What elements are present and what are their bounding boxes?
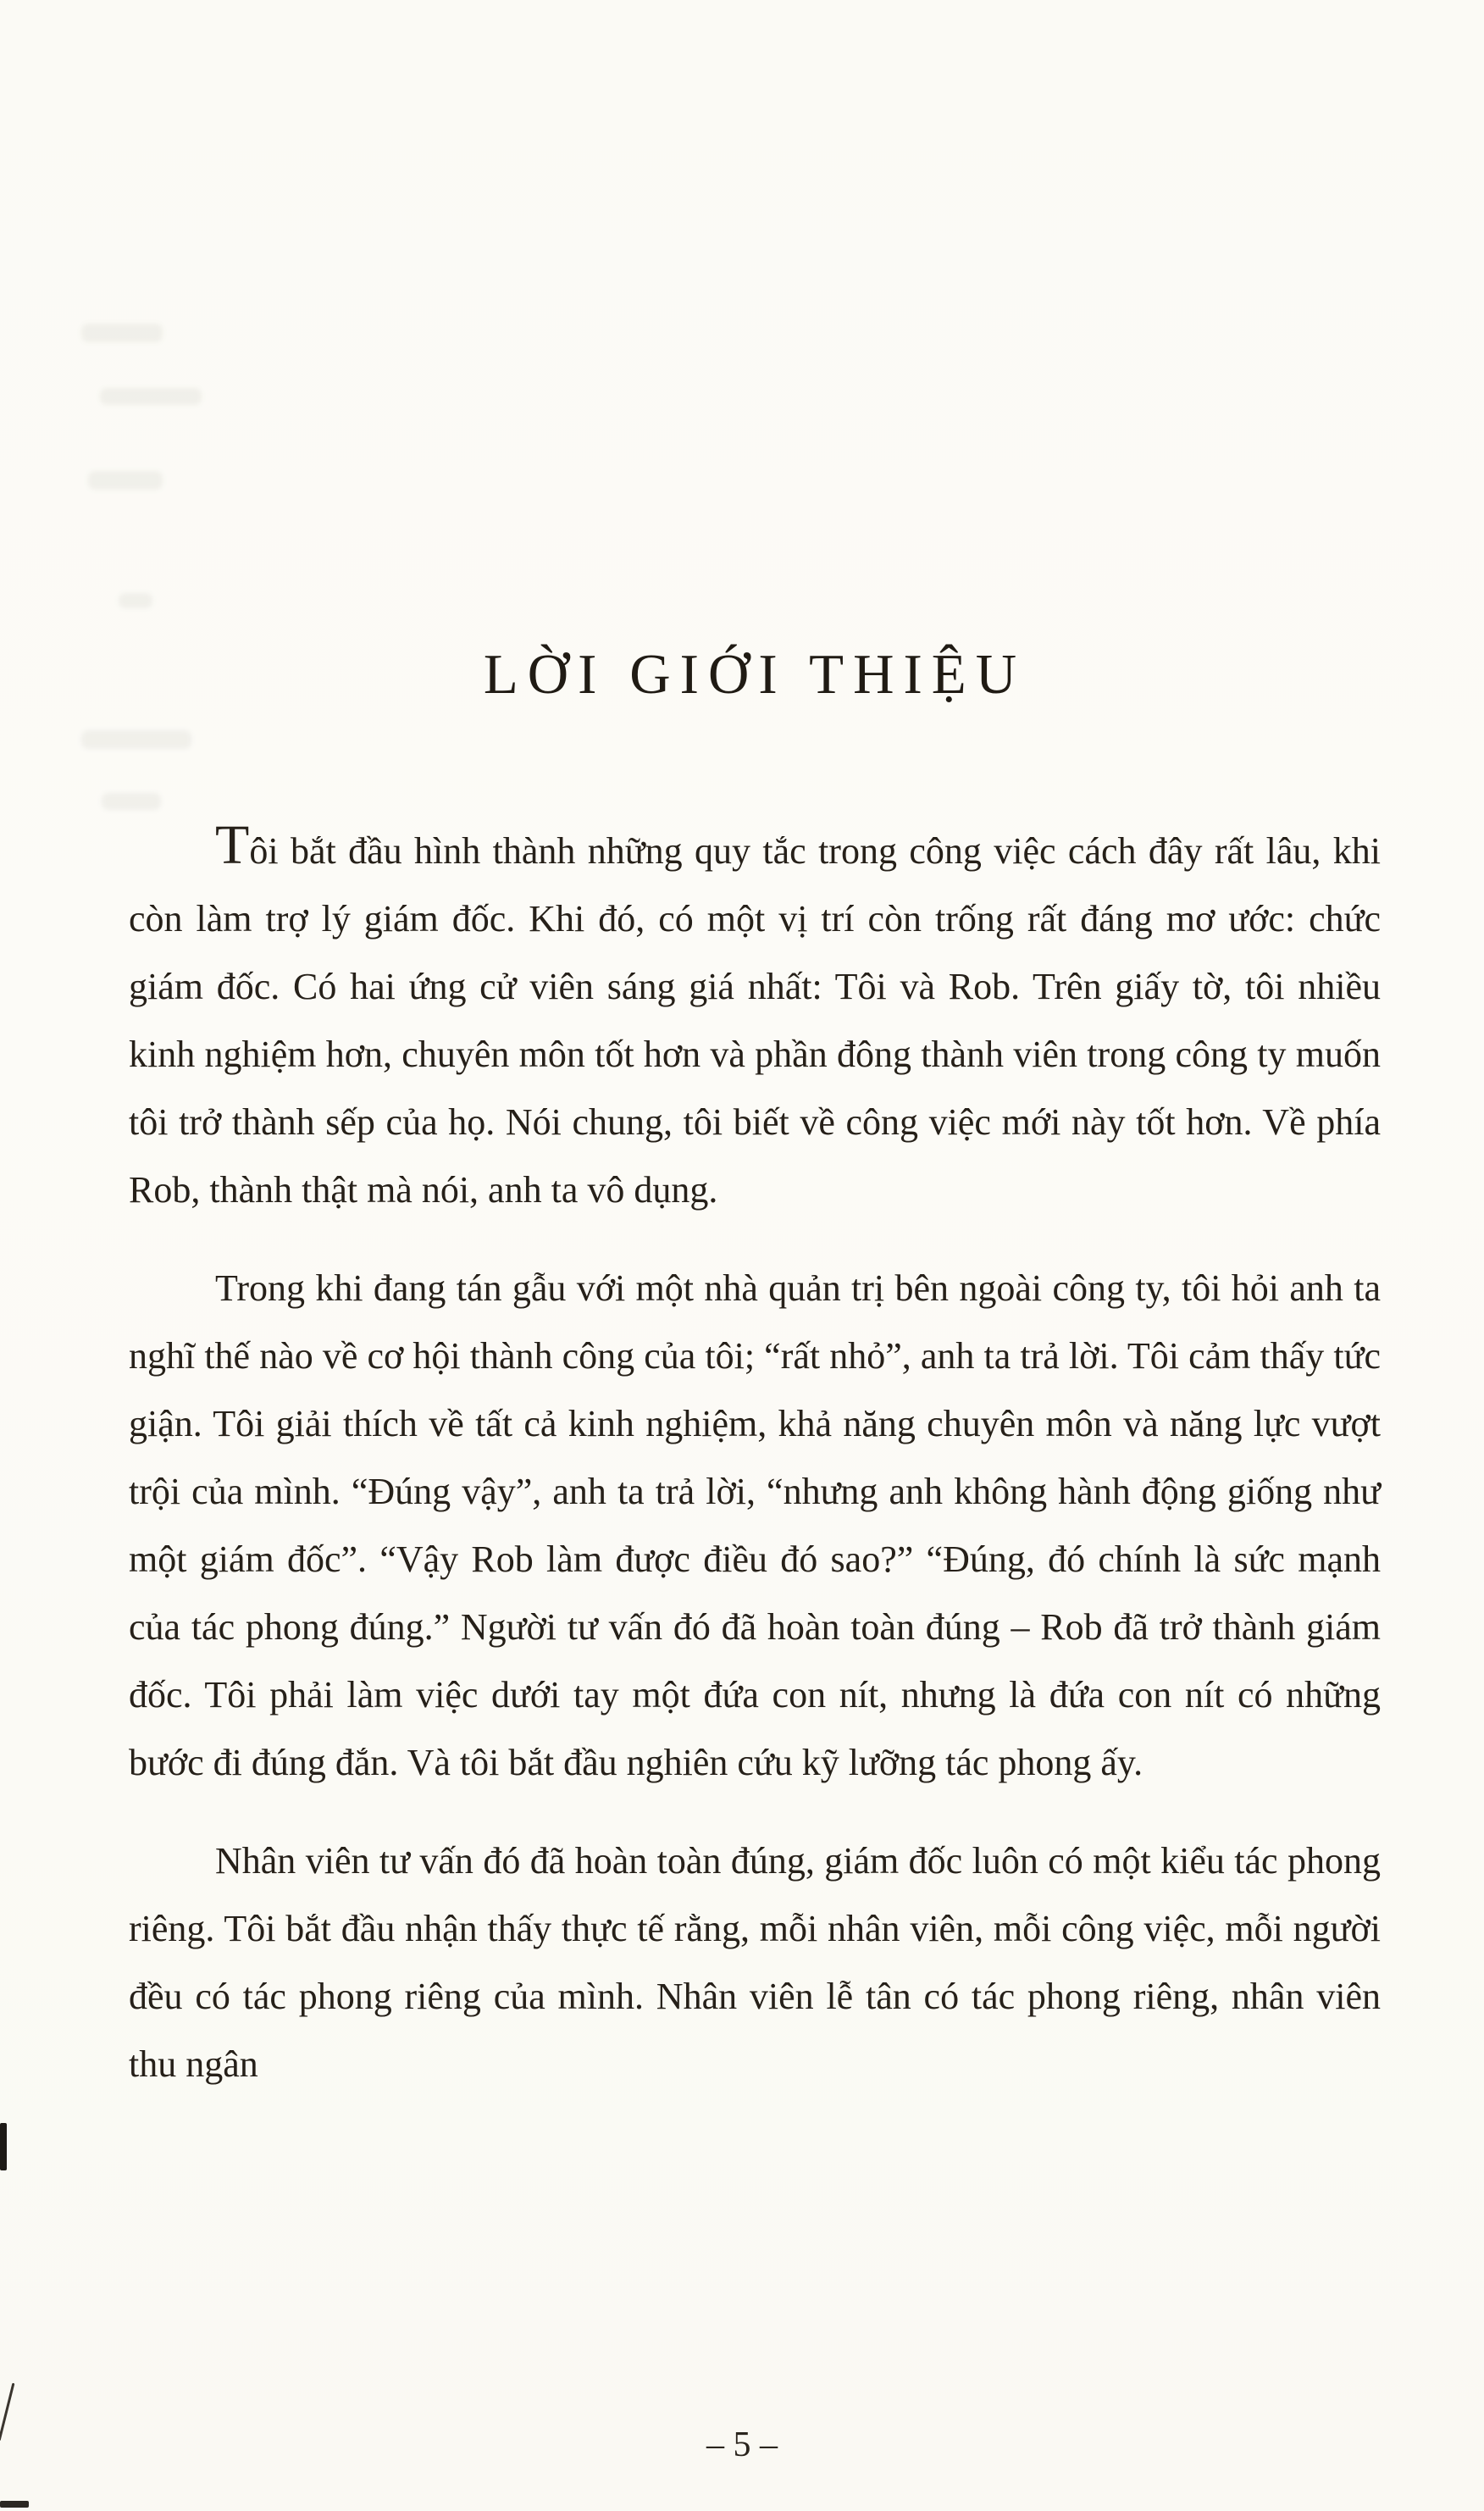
scan-edge-mark (0, 2501, 29, 2508)
paragraph-3: Nhân viên tư vấn đó đã hoàn toàn đúng, giám đốc luôn có một kiểu tác phong riêng. Tôi bắt đầu nhận thấy thực tế rằng, mỗi nhân viên, mỗi công việc, mỗi người đều có tác phong riêng của mình. Nhân viên lễ tân có tác phong riêng, nhân viên thu ngân (129, 1840, 1381, 2085)
paragraph-1-text: ôi bắt đầu hình thành những quy tắc trong công việc cách đây rất lâu, khi còn làm trợ lý giám đốc. Khi đó, có một vị trí còn trống rất đáng mơ ước: chức giám đốc. Có hai ứng cử viên sáng giá nhất: Tôi và Rob. Trên giấy tờ, tôi nhiều kinh nghiệm hơn, chuyên môn tốt hơn và phần đông thành viên trong công ty muốn tôi trở thành sếp của họ. Nói chung, tôi biết về công việc mới này tốt hơn. Về phía Rob, thành thật mà nói, anh ta vô dụng. (129, 830, 1381, 1211)
scan-edge-mark (0, 2123, 7, 2170)
paragraph-2: Trong khi đang tán gẫu với một nhà quản trị bên ngoài công ty, tôi hỏi anh ta nghĩ thế nào về cơ hội thành công của tôi; “rất nhỏ”, anh ta trả lời. Tôi cảm thấy tức giận. Tôi giải thích về tất cả kinh nghiệm, khả năng chuyên môn và năng lực vượt trội của mình. “Đúng vậy”, anh ta trả lời, “nhưng anh không hành động giống như một giám đốc”. “Vậy Rob làm được điều đó sao?” “Đúng, đó chính là sức mạnh của tác phong đúng.” Người tư vấn đó đã hoàn toàn đúng – Rob đã trở thành giám đốc. Tôi phải làm việc dưới tay một đứa con nít, nhưng là đứa con nít có những bước đi đúng đắn. Và tôi bắt đầu nghiên cứu kỹ lưỡng tác phong ấy. (129, 1267, 1381, 1783)
initial-capital: T (215, 814, 250, 876)
page-number: – 5 – (706, 2425, 778, 2464)
chapter-title: LỜI GIỚI THIỆU (483, 643, 1027, 706)
text-block (129, 0, 1381, 2129)
paragraph-1 (129, 814, 1381, 1224)
